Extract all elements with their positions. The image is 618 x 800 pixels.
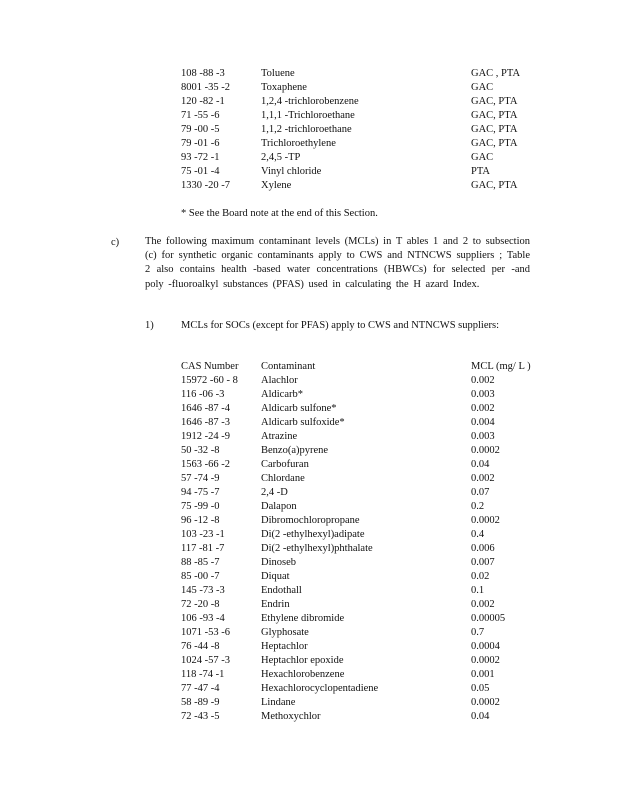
cas-number: 96 -12 -8 [181,515,220,526]
cas-number: 72 -43 -5 [181,711,220,722]
mcl-value: 0.0002 [471,445,500,456]
mcl-value: 0.04 [471,459,490,470]
contaminant-name: Methoxychlor [261,711,321,722]
cas-number: 1071 -53 -6 [181,627,230,638]
mcl-value: 0.003 [471,431,495,442]
contaminant-name: Carbofuran [261,459,309,470]
cas-number: 117 -81 -7 [181,543,225,554]
mcl-value: 0.002 [471,375,495,386]
contaminant-name: Hexachlorocyclopentadiene [261,683,379,694]
cas-number: 1912 -24 -9 [181,431,230,442]
mcl-value: 0.0002 [471,697,500,708]
contaminant-name: Aldicarb sulfoxide* [261,417,345,428]
cas-number: 8001 -35 -2 [181,82,230,93]
contaminant-name: Di(2 -ethylhexyl)adipate [261,529,365,540]
contaminant-name: Endothall [261,585,302,596]
cas-number: 79 -00 -5 [181,124,220,135]
cas-number: 120 -82 -1 [181,96,225,107]
contaminant-header: Contaminant [261,361,316,372]
contaminant-name: Atrazine [261,431,298,442]
contaminant-name: 1,2,4 -trichlorobenzene [261,96,359,107]
treatment-method: PTA [471,166,490,177]
mcl-value: 0.002 [471,599,495,610]
contaminant-name: Chlordane [261,473,305,484]
mcl-value: 0.002 [471,403,495,414]
cas-number: 88 -85 -7 [181,557,220,568]
cas-number: 75 -01 -4 [181,166,220,177]
subsection-1-text: MCLs for SOCs (except for PFAS) apply to CWS and NTNCWS suppliers: [181,320,499,331]
contaminant-name: Toluene [261,68,295,79]
section-c-label: c) [111,237,120,248]
cas-number: 1330 -20 -7 [181,180,230,191]
contaminant-name: Toxaphene [261,82,307,93]
contaminant-name: Dinoseb [261,557,296,568]
contaminant-name: Trichloroethylene [261,138,336,149]
cas-number: 50 -32 -8 [181,445,220,456]
mcl-value: 0.0004 [471,641,500,652]
cas-number: 85 -00 -7 [181,571,220,582]
mcl-value: 0.002 [471,473,495,484]
contaminant-name: Heptachlor [261,641,308,652]
mcl-value: 0.0002 [471,655,500,666]
treatment-method: GAC, PTA [471,180,518,191]
mcl-value: 0.02 [471,571,490,582]
mcl-value: 0.006 [471,543,495,554]
cas-number: 108 -88 -3 [181,68,225,79]
cas-number: 57 -74 -9 [181,473,220,484]
cas-number: 1563 -66 -2 [181,459,230,470]
treatment-method: GAC, PTA [471,124,518,135]
cas-number: 94 -75 -7 [181,487,220,498]
board-note: * See the Board note at the end of this Section. [181,208,378,219]
mcl-value: 0.1 [471,585,485,596]
mcl-value: 0.001 [471,669,495,680]
mcl-value: 0.2 [471,501,485,512]
contaminant-name: Hexachlorobenzene [261,669,345,680]
cas-number: 15972 -60 - 8 [181,375,238,386]
treatment-method: GAC , PTA [471,68,521,79]
cas-number: 75 -99 -0 [181,501,220,512]
mcl-value: 0.00005 [471,613,506,624]
contaminant-name: Alachlor [261,375,298,386]
contaminant-name: Di(2 -ethylhexyl)phthalate [261,543,373,554]
cas-number: 116 -06 -3 [181,389,225,400]
mcl-value: 0.4 [471,529,485,540]
cas-number: 1646 -87 -3 [181,417,230,428]
contaminant-name: Glyphosate [261,627,309,638]
treatment-method: GAC, PTA [471,96,518,107]
contaminant-name: Dibromochloropropane [261,515,360,526]
contaminant-name: Ethylene dibromide [261,613,345,624]
cas-number: 145 -73 -3 [181,585,225,596]
contaminant-name: 2,4 -D [261,487,288,498]
mcl-value: 0.05 [471,683,490,694]
cas-number: 118 -74 -1 [181,669,225,680]
section-c-text: The following maximum contaminant levels (MCLs) in T ables 1 and 2 to subsection (c) for synthetic organic contaminants apply to CWS and NTNCWS suppliers ; Table 2 also contains health -based water concentrations (HBWCs) for selected per -and poly -fluoroalkyl substances (PFAS) used in calculating the H azard Index. [145,236,530,290]
contaminant-name: Endrin [261,599,290,610]
cas-number: 1024 -57 -3 [181,655,230,666]
cas-number: 106 -93 -4 [181,613,225,624]
treatment-method: GAC [471,152,494,163]
contaminant-name: Lindane [261,697,296,708]
contaminant-name: 1,1,1 -Trichloroethane [261,110,355,121]
contaminant-name: 2,4,5 -TP [261,152,301,163]
cas-number-header: CAS Number [181,361,239,372]
mcl-value: 0.04 [471,711,490,722]
mcl-value: 0.7 [471,627,485,638]
contaminant-name: Aldicarb sulfone* [261,403,337,414]
contaminant-name: Diquat [261,571,290,582]
mcl-value: 0.07 [471,487,490,498]
cas-number: 77 -47 -4 [181,683,220,694]
cas-number: 72 -20 -8 [181,599,220,610]
treatment-method: GAC [471,82,494,93]
cas-number: 71 -55 -6 [181,110,220,121]
contaminant-name: 1,1,2 -trichloroethane [261,124,352,135]
cas-number: 93 -72 -1 [181,152,220,163]
treatment-method: GAC, PTA [471,138,518,149]
cas-number: 79 -01 -6 [181,138,220,149]
mcl-value: 0.003 [471,389,495,400]
cas-number: 58 -89 -9 [181,697,220,708]
cas-number: 1646 -87 -4 [181,403,230,414]
mcl-value: 0.004 [471,417,495,428]
mcl-header: MCL (mg/ L ) [471,361,531,372]
subsection-1-label: 1) [145,320,154,331]
contaminant-name: Aldicarb* [261,389,303,400]
mcl-value: 0.007 [471,557,495,568]
treatment-method: GAC, PTA [471,110,518,121]
contaminant-name: Heptachlor epoxide [261,655,344,666]
contaminant-name: Dalapon [261,501,297,512]
contaminant-name: Vinyl chloride [261,166,322,177]
contaminant-name: Benzo(a)pyrene [261,445,329,456]
cas-number: 103 -23 -1 [181,529,225,540]
mcl-value: 0.0002 [471,515,500,526]
contaminant-name: Xylene [261,180,292,191]
cas-number: 76 -44 -8 [181,641,220,652]
